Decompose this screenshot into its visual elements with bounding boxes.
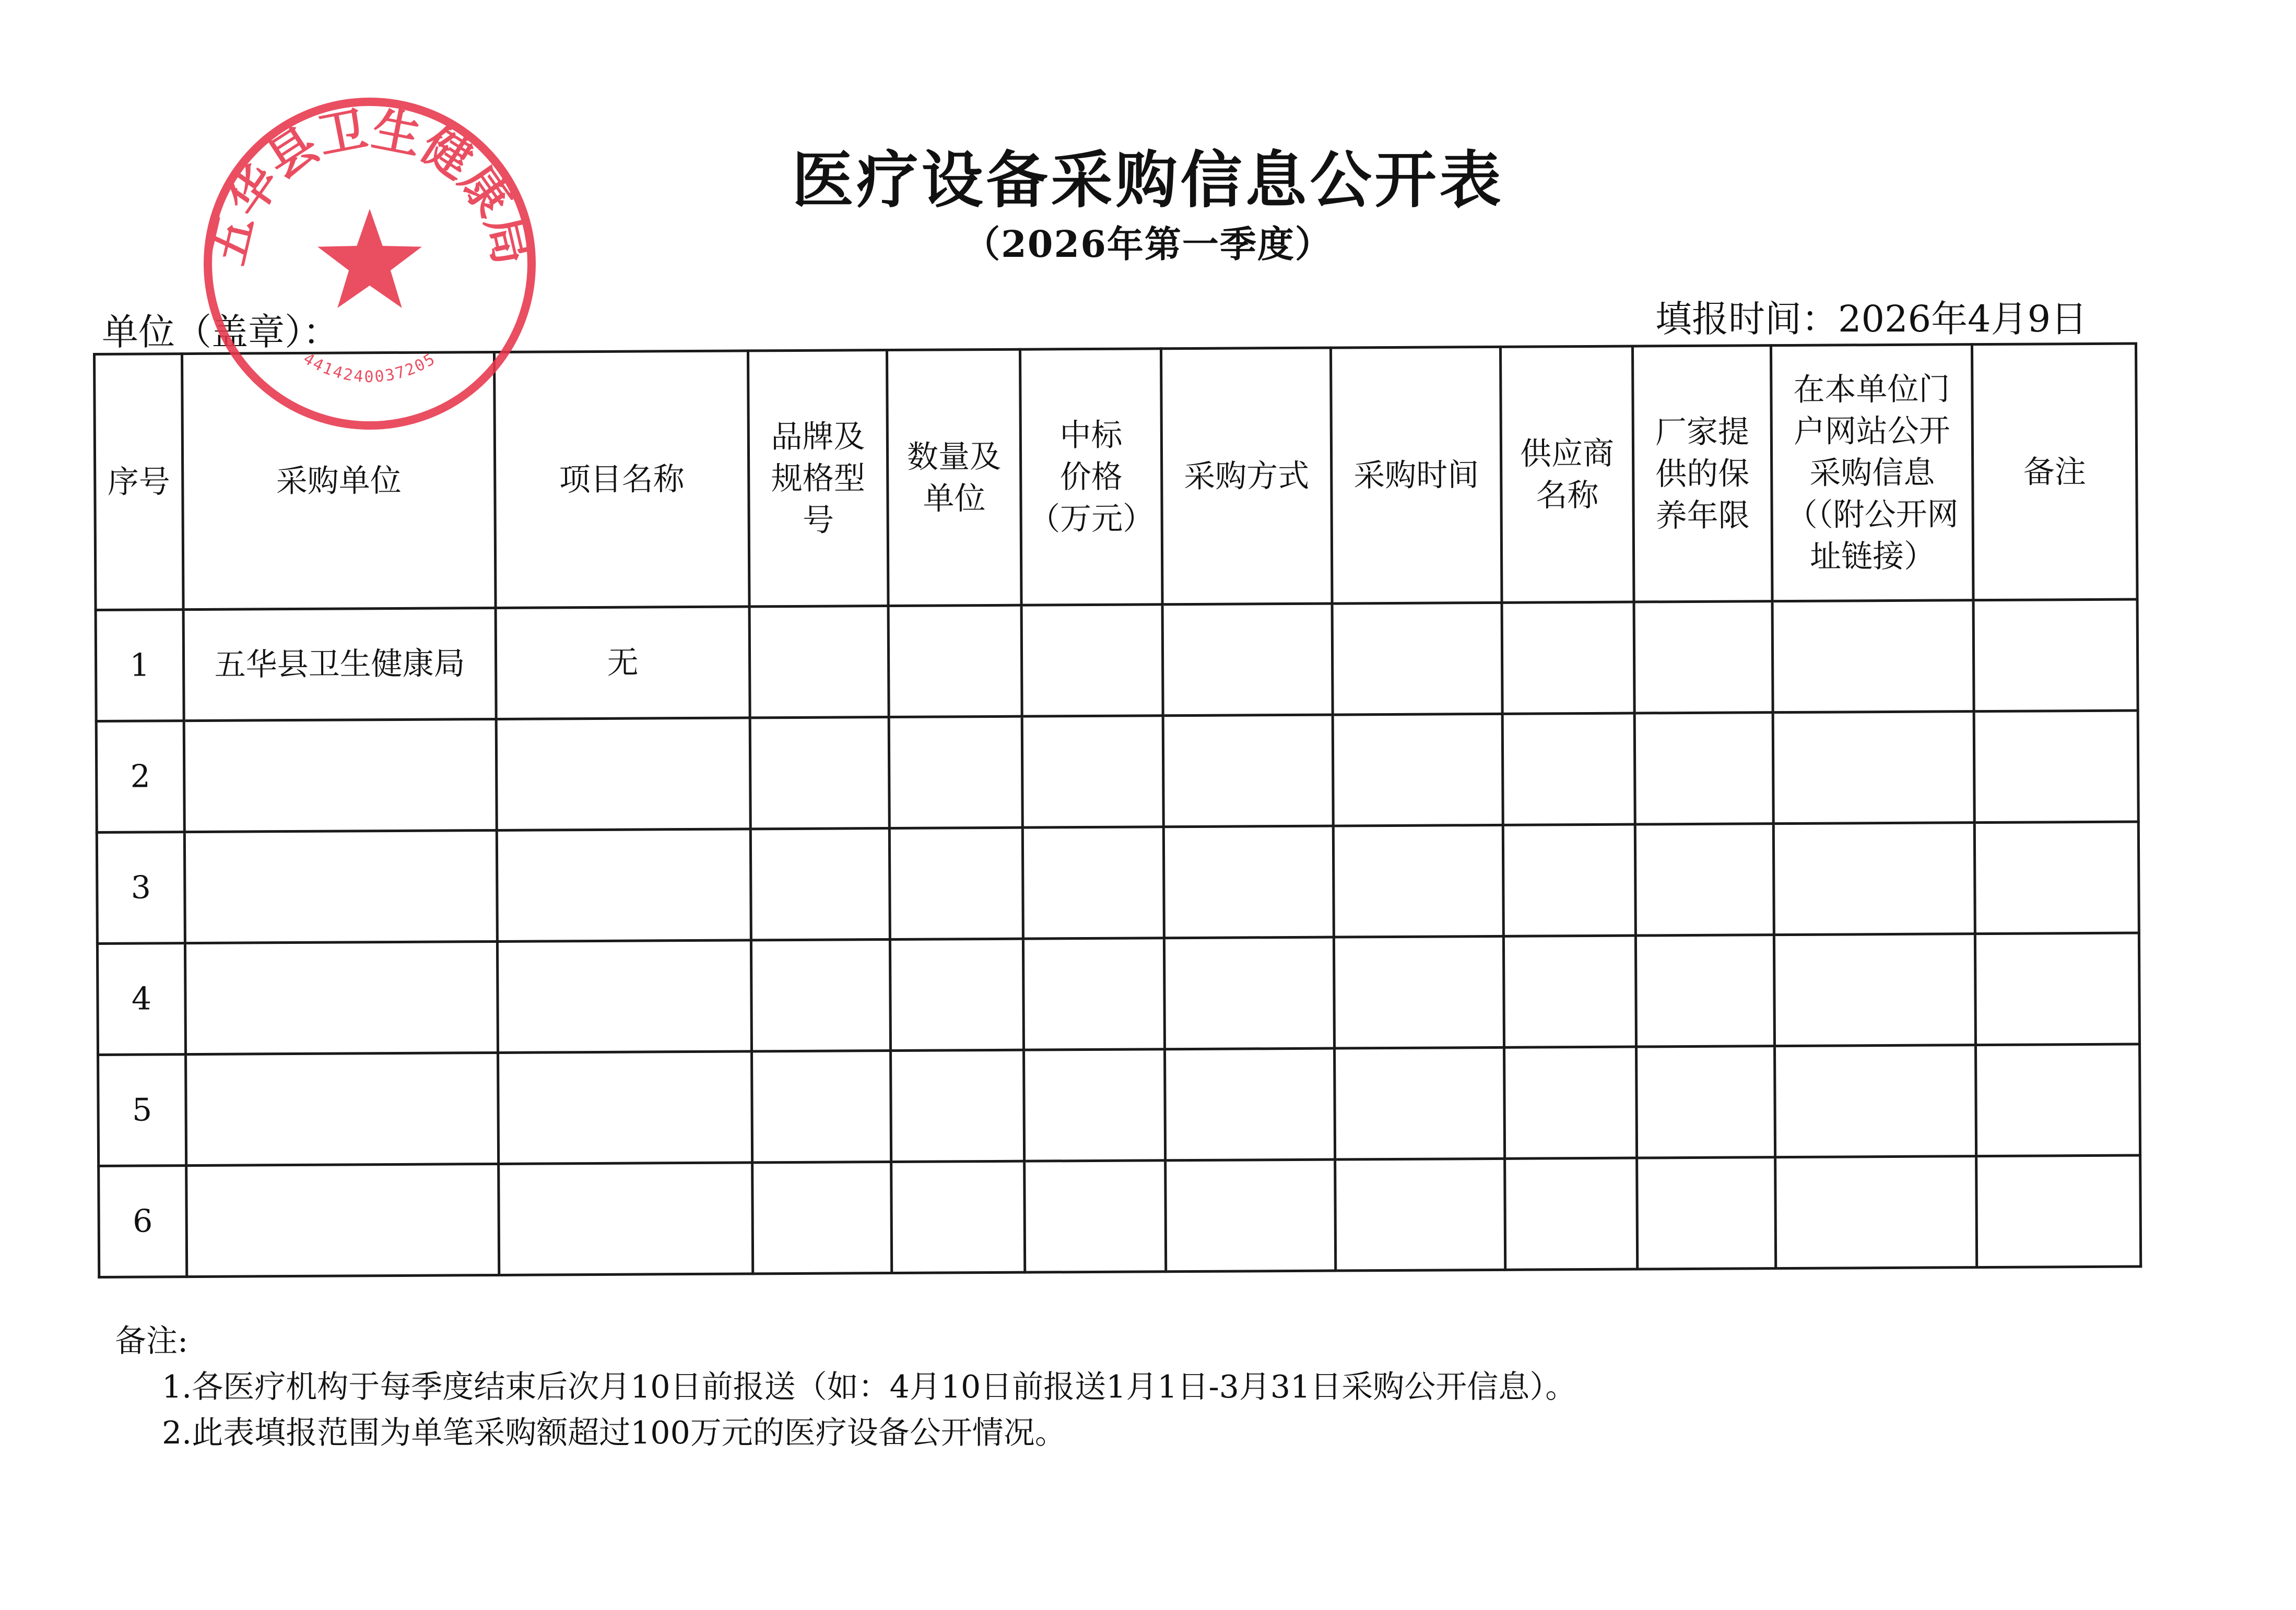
table-cell <box>184 830 497 943</box>
table-cell <box>1976 1155 2141 1268</box>
table-cell <box>1773 823 1975 935</box>
table-cell <box>1502 713 1635 825</box>
table-cell <box>1635 935 1774 1047</box>
table-cell <box>1022 827 1164 939</box>
table-cell <box>1163 715 1333 827</box>
notes-heading: 备注: <box>115 1323 189 1359</box>
table-cell: 1 <box>96 610 184 721</box>
header-cell: 在本单位门 户网站公开 采购信息 （（附公开网 址链接） <box>1771 345 1973 601</box>
header-cell: 厂家提 供的保 养年限 <box>1632 346 1772 602</box>
table-cell <box>186 1052 499 1165</box>
table-cell <box>889 716 1022 828</box>
table-cell <box>186 1164 499 1276</box>
table-cell <box>750 828 890 940</box>
table-cell <box>1334 936 1504 1048</box>
table-cell: 3 <box>97 832 185 944</box>
star-icon <box>317 209 422 308</box>
table-cell <box>1503 936 1636 1047</box>
table-cell <box>1973 599 2138 712</box>
header-cell: 项目名称 <box>494 351 750 608</box>
table-cell <box>1975 933 2139 1045</box>
table-cell: 五华县卫生健康局 <box>183 608 496 720</box>
page-subtitle: （2026年第一季度） <box>963 222 1333 266</box>
table-cell <box>1775 1156 1977 1269</box>
table-cell <box>1335 1158 1505 1271</box>
table-cell <box>184 719 497 832</box>
table-cell <box>1774 1045 1976 1157</box>
page-title: 医疗设备采购信息公开表 <box>792 144 1504 216</box>
procurement-table-container <box>93 342 2139 1278</box>
table-cell <box>1023 938 1164 1050</box>
table-cell <box>1165 1048 1335 1161</box>
table-cell <box>498 1051 752 1164</box>
table-row <box>96 599 2138 721</box>
table-cell <box>1333 714 1503 826</box>
table-cell <box>1975 1044 2140 1156</box>
table-cell <box>1636 1046 1775 1158</box>
table-cell <box>749 606 889 718</box>
table-cell <box>497 940 751 1053</box>
header-cell: 采购时间 <box>1330 347 1502 603</box>
table-cell <box>1635 824 1774 936</box>
table-row <box>97 822 2139 943</box>
table-cell: 4 <box>97 943 185 1055</box>
unit-seal-label: 单位（盖章）： <box>102 311 339 353</box>
seal-org-text: 五华县卫生健康局 <box>199 101 540 270</box>
table-cell <box>1505 1158 1638 1270</box>
table-cell <box>185 941 498 1054</box>
table-cell <box>752 1162 892 1274</box>
note-item-2: 2.此表填报范围为单笔采购额超过100万元的医疗设备公开情况。 <box>162 1415 1066 1451</box>
table-cell: 6 <box>99 1166 187 1277</box>
table-cell <box>1503 824 1635 936</box>
table-cell <box>1974 822 2139 934</box>
table-cell: 无 <box>496 607 750 719</box>
table-cell <box>752 1051 891 1163</box>
header-cell: 序号 <box>95 354 184 610</box>
table-row <box>96 711 2138 832</box>
note-item-1: 1.各医疗机构于每季度结束后次月10日前报送（如：4月10日前报送1月1日-3月31日采购公开信息）。 <box>162 1369 1577 1405</box>
table-cell <box>496 718 750 831</box>
table-cell <box>1335 1047 1505 1159</box>
table-cell <box>497 829 751 942</box>
procurement-table <box>93 342 2142 1278</box>
table-cell <box>1022 716 1163 827</box>
table-cell <box>1162 603 1333 716</box>
table-cell <box>888 605 1022 717</box>
table-cell <box>1502 602 1634 714</box>
table-cell <box>1333 825 1503 937</box>
table-cell <box>499 1163 753 1275</box>
table-cell <box>1164 937 1334 1049</box>
table-cell <box>1637 1157 1776 1269</box>
table-row <box>98 1044 2140 1166</box>
table-cell <box>1634 713 1773 824</box>
table-cell: 5 <box>98 1055 186 1166</box>
table-cell <box>891 1050 1025 1162</box>
table-cell <box>1504 1047 1637 1158</box>
table-cell <box>751 940 890 1051</box>
header-cell: 采购方式 <box>1161 348 1332 605</box>
table-cell <box>891 1161 1025 1273</box>
header-cell: 备注 <box>1972 344 2137 600</box>
table-cell <box>1163 826 1334 938</box>
table-cell <box>1332 602 1502 715</box>
table-cell <box>1024 1049 1165 1161</box>
table-cell <box>1021 605 1163 716</box>
table-cell <box>1025 1161 1166 1272</box>
table-cell <box>889 827 1023 939</box>
official-seal <box>197 91 542 436</box>
notes-section <box>115 1318 1576 1456</box>
header-cell: 品牌及 规格型 号 <box>748 350 888 607</box>
fill-date: 填报时间：2026年4月9日 <box>1655 298 2088 340</box>
header-cell: 采购单位 <box>182 352 496 609</box>
table-body <box>96 599 2141 1277</box>
header-cell: 中标 价格 （万元） <box>1020 349 1162 605</box>
table-row <box>97 933 2139 1055</box>
header-cell: 数量及 单位 <box>887 349 1021 606</box>
table-cell: 2 <box>96 721 184 833</box>
seal-code-text: 4414240037205 <box>300 349 440 386</box>
table-cell <box>1772 600 1974 713</box>
header-cell: 供应商 名称 <box>1500 346 1634 602</box>
table-cell <box>1773 712 1974 824</box>
table-row <box>99 1155 2141 1277</box>
table-cell <box>1165 1159 1336 1272</box>
table-cell <box>1774 934 1975 1046</box>
table-cell <box>890 939 1023 1050</box>
table-cell <box>1634 601 1773 713</box>
table-cell <box>750 717 889 829</box>
table-cell <box>1974 711 2138 823</box>
